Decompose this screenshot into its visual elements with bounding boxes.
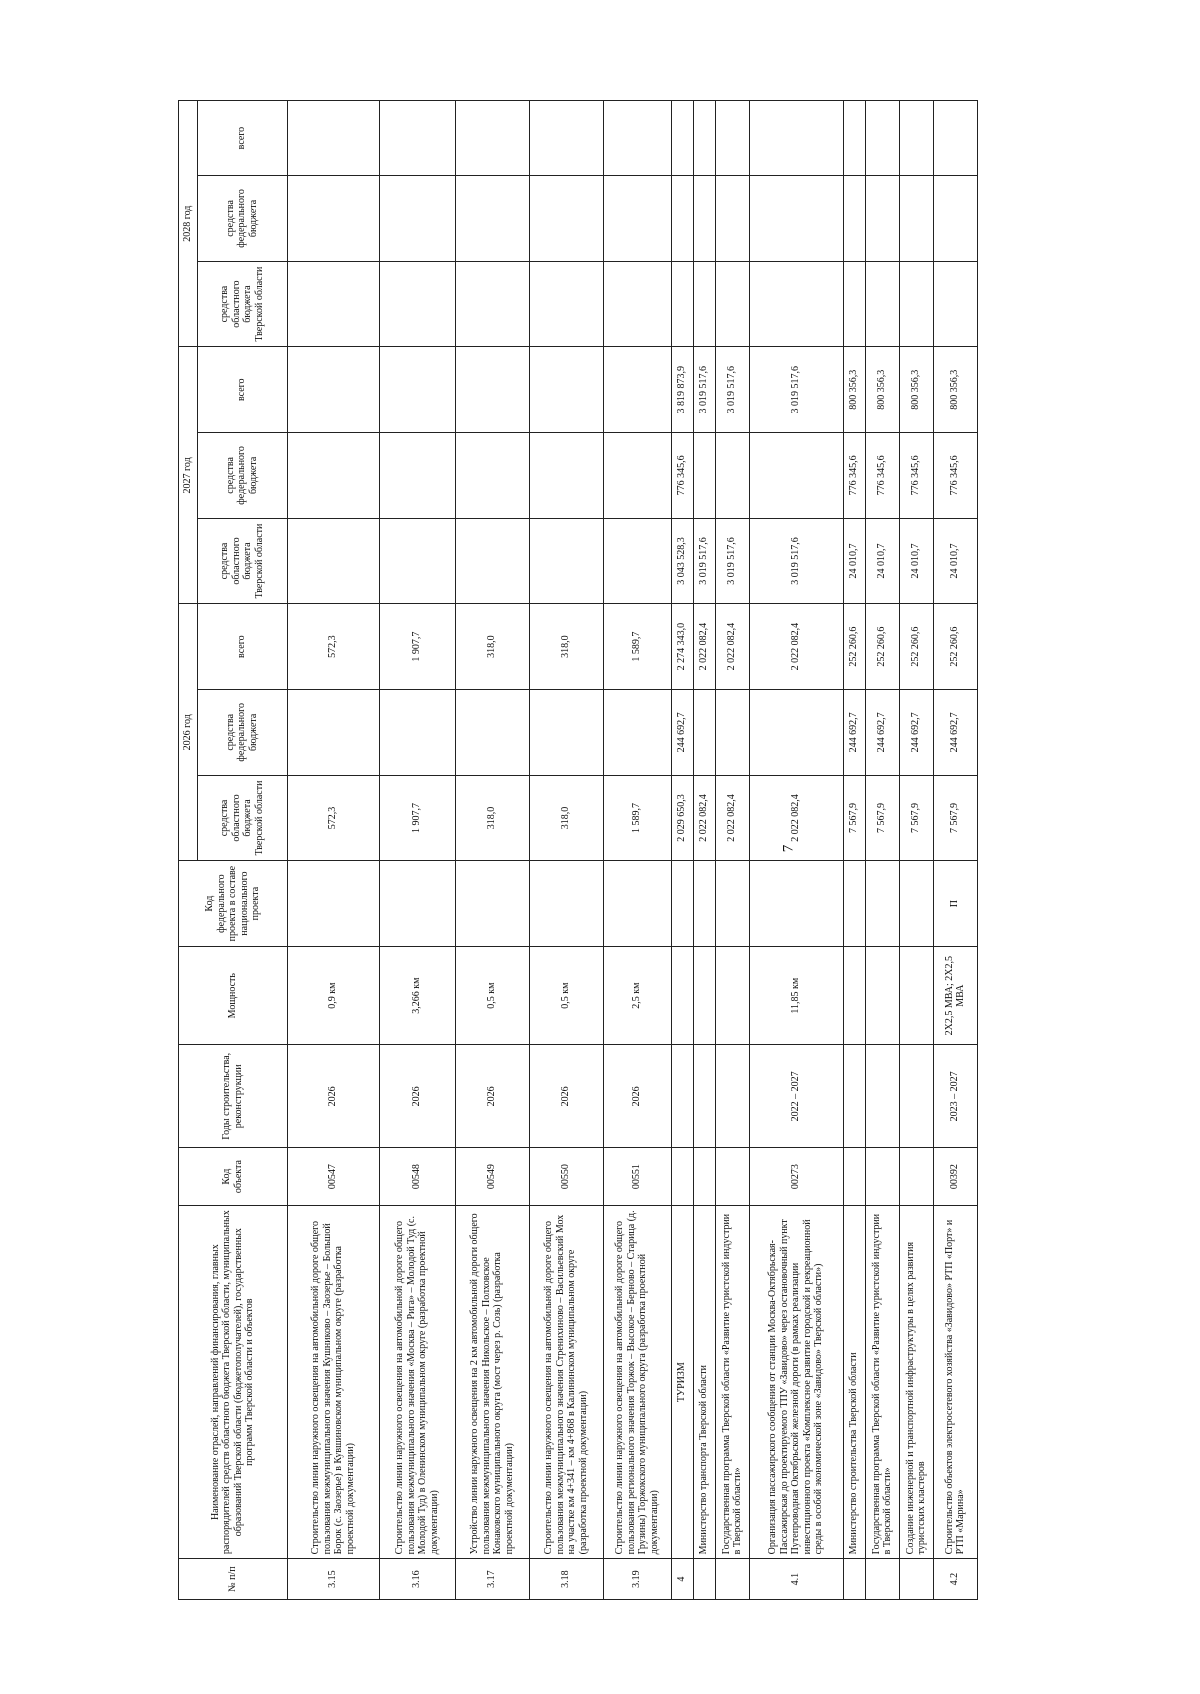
cell-r27 <box>455 518 529 604</box>
cell-code: 00551 <box>603 1148 671 1206</box>
cell-r28 <box>603 261 671 347</box>
cell-n: 3.18 <box>529 1559 603 1600</box>
cell-n: 4.2 <box>933 1559 977 1600</box>
cell-t27 <box>529 347 603 433</box>
cell-t27 <box>455 347 529 433</box>
cell-f28 <box>455 176 529 262</box>
table-row <box>455 101 529 1600</box>
rotated-table-wrapper <box>178 100 1188 1600</box>
cell-t28 <box>693 101 715 176</box>
header-number: № п/п <box>179 1559 288 1600</box>
cell-code: 00547 <box>287 1148 379 1206</box>
cell-name: Организация пассажирского сообщения от станции Москва-Октябрьская-Пассажирская до проектируемого ТПУ «Завидово» через остановочный пункт Путепроводная Октябрьской железной дороги (в рамках реализации инвестиционного проекта «Комплексное развитие городской и рекреационной среды в особой экономической зоне «Завидово» Тверской области») <box>749 1206 843 1559</box>
page-number: 7 <box>780 844 797 853</box>
cell-fed <box>899 861 933 947</box>
cell-f28 <box>749 176 843 262</box>
cell-power <box>865 946 899 1045</box>
cell-f26 <box>603 690 671 776</box>
cell-r27: 24 010,7 <box>933 518 977 604</box>
cell-n: 3.19 <box>603 1559 671 1600</box>
cell-f27 <box>749 433 843 519</box>
cell-name: Устройство линии наружного освещения на 2 км автомобильной дороги общего пользования межмуниципального значения Никольское – Полховское Конаковского муниципального округа (мост через р. Созь) (разработка проектной документации) <box>455 1206 529 1559</box>
cell-name: Строительство линии наружного освещения на автомобильной дороге общего пользования регионального значения Торжок – Высокое – Берново – Старица (д. Грузины) Торжокского муниципального округа (разработка проектной документации) <box>603 1206 671 1559</box>
cell-t27: 800 356,3 <box>899 347 933 433</box>
cell-fed <box>693 861 715 947</box>
cell-t28 <box>287 101 379 176</box>
table-row <box>529 101 603 1600</box>
cell-n <box>715 1559 749 1600</box>
cell-t26: 252 260,6 <box>843 604 865 690</box>
cell-r26: 572,3 <box>287 775 379 861</box>
cell-f27: 776 345,6 <box>843 433 865 519</box>
cell-f26 <box>749 690 843 776</box>
cell-r27 <box>379 518 455 604</box>
cell-power: 3,266 км <box>379 946 455 1045</box>
financing-table <box>178 100 978 1600</box>
cell-fed <box>865 861 899 947</box>
cell-code <box>843 1148 865 1206</box>
cell-f28 <box>899 176 933 262</box>
cell-t28 <box>899 101 933 176</box>
cell-r27: 3 019 517,6 <box>693 518 715 604</box>
cell-t27: 3 019 517,6 <box>749 347 843 433</box>
cell-t26: 2 274 343,0 <box>671 604 693 690</box>
cell-power: 0,5 км <box>455 946 529 1045</box>
cell-t28 <box>749 101 843 176</box>
cell-fed <box>455 861 529 947</box>
cell-power <box>693 946 715 1045</box>
cell-f26 <box>455 690 529 776</box>
cell-r26: 318,0 <box>529 775 603 861</box>
cell-r27: 3 043 528,3 <box>671 518 693 604</box>
cell-name: Строительство линии наружного освещения на автомобильной дороге общего пользования межмуниципального значения Кушниково – Заозерье – Большой Борок (с. Заозерье) в Кувшиновском муниципальном округе (разработка проектной документации) <box>287 1206 379 1559</box>
cell-r26: 1 589,7 <box>603 775 671 861</box>
cell-n <box>899 1559 933 1600</box>
cell-f26: 244 692,7 <box>865 690 899 776</box>
cell-f27: 776 345,6 <box>671 433 693 519</box>
cell-power: 2Х2,5 МВА; 2Х2,5 МВА <box>933 946 977 1045</box>
cell-t28 <box>865 101 899 176</box>
cell-f28 <box>843 176 865 262</box>
header-2026-federal: средства федерального бюджета <box>197 690 287 776</box>
cell-r26: 2 022 082,4 <box>749 775 843 861</box>
cell-r26: 7 567,9 <box>933 775 977 861</box>
cell-r27: 24 010,7 <box>865 518 899 604</box>
cell-fed <box>603 861 671 947</box>
header-2027: 2027 год <box>179 347 198 604</box>
cell-t27 <box>603 347 671 433</box>
cell-name: ТУРИЗМ <box>671 1206 693 1559</box>
cell-t27 <box>287 347 379 433</box>
cell-f28 <box>715 176 749 262</box>
cell-name: Создание инженерной и транспортной инфраструктуры в целях развития туристских кластеров <box>899 1206 933 1559</box>
cell-n: 3.16 <box>379 1559 455 1600</box>
cell-t27: 800 356,3 <box>865 347 899 433</box>
cell-years <box>693 1045 715 1148</box>
cell-f27 <box>603 433 671 519</box>
cell-fed: П <box>933 861 977 947</box>
cell-n <box>693 1559 715 1600</box>
cell-r28 <box>529 261 603 347</box>
cell-years <box>843 1045 865 1148</box>
cell-r28 <box>379 261 455 347</box>
cell-years: 2023 – 2027 <box>933 1045 977 1148</box>
cell-years: 2026 <box>287 1045 379 1148</box>
cell-f28 <box>671 176 693 262</box>
cell-years: 2026 <box>379 1045 455 1148</box>
cell-t27: 800 356,3 <box>843 347 865 433</box>
cell-f26 <box>287 690 379 776</box>
cell-name: Строительство линии наружного освещения на автомобильной дороге общего пользования межмуниципального значения Стренихиново – Васильевский Мох на участке км 4+341 – км 4+868 в Калининском муниципальном округе (разработка проектной документации) <box>529 1206 603 1559</box>
cell-r28 <box>899 261 933 347</box>
cell-code: 00392 <box>933 1148 977 1206</box>
cell-f26: 244 692,7 <box>899 690 933 776</box>
cell-t26: 252 260,6 <box>865 604 899 690</box>
header-power: Мощность <box>179 946 288 1045</box>
cell-f28 <box>529 176 603 262</box>
cell-fed <box>379 861 455 947</box>
table-row <box>379 101 455 1600</box>
cell-r26: 7 567,9 <box>899 775 933 861</box>
cell-code <box>899 1148 933 1206</box>
cell-r28 <box>749 261 843 347</box>
cell-fed <box>529 861 603 947</box>
cell-f28 <box>379 176 455 262</box>
cell-f26 <box>529 690 603 776</box>
cell-t26: 252 260,6 <box>899 604 933 690</box>
cell-fed <box>671 861 693 947</box>
cell-r28 <box>715 261 749 347</box>
cell-t27 <box>379 347 455 433</box>
cell-fed <box>749 861 843 947</box>
cell-name: Государственная программа Тверской области «Развитие туристской индустрии в Тверской области» <box>865 1206 899 1559</box>
table-row <box>693 101 715 1600</box>
cell-code: 00273 <box>749 1148 843 1206</box>
cell-years <box>715 1045 749 1148</box>
cell-f28 <box>693 176 715 262</box>
cell-t27: 3 019 517,6 <box>715 347 749 433</box>
cell-t26: 252 260,6 <box>933 604 977 690</box>
cell-t26: 2 022 082,4 <box>715 604 749 690</box>
cell-code <box>715 1148 749 1206</box>
cell-years <box>671 1045 693 1148</box>
cell-power <box>671 946 693 1045</box>
cell-t28 <box>455 101 529 176</box>
cell-r27 <box>603 518 671 604</box>
cell-n: 4 <box>671 1559 693 1600</box>
cell-n <box>843 1559 865 1600</box>
header-2028-region: средства областного бюджета Тверской области <box>197 261 287 347</box>
cell-f26: 244 692,7 <box>671 690 693 776</box>
header-federal-code: Код федерального проекта в составе национального проекта <box>179 861 288 947</box>
cell-fed <box>287 861 379 947</box>
cell-t28 <box>843 101 865 176</box>
cell-power: 2,5 км <box>603 946 671 1045</box>
cell-code <box>671 1148 693 1206</box>
cell-f27: 776 345,6 <box>899 433 933 519</box>
cell-power <box>843 946 865 1045</box>
cell-n: 4.1 <box>749 1559 843 1600</box>
cell-r27: 3 019 517,6 <box>749 518 843 604</box>
cell-r27: 3 019 517,6 <box>715 518 749 604</box>
cell-power <box>715 946 749 1045</box>
cell-f27 <box>455 433 529 519</box>
header-2027-region: средства областного бюджета Тверской области <box>197 518 287 604</box>
cell-name: Строительство объектов электросетевого хозяйства «Завидово» РТП «Порт» и РТП «Марина» <box>933 1206 977 1559</box>
table-row <box>899 101 933 1600</box>
cell-r26: 2 029 650,3 <box>671 775 693 861</box>
table-row <box>933 101 977 1600</box>
table-row <box>865 101 899 1600</box>
cell-f26 <box>379 690 455 776</box>
cell-years <box>865 1045 899 1148</box>
cell-f27 <box>529 433 603 519</box>
cell-r26: 318,0 <box>455 775 529 861</box>
cell-code: 00548 <box>379 1148 455 1206</box>
cell-r26: 7 567,9 <box>865 775 899 861</box>
cell-code <box>693 1148 715 1206</box>
cell-power: 0,9 км <box>287 946 379 1045</box>
cell-t27: 800 356,3 <box>933 347 977 433</box>
cell-t26: 318,0 <box>529 604 603 690</box>
cell-n: 3.15 <box>287 1559 379 1600</box>
cell-t28 <box>671 101 693 176</box>
cell-f26 <box>715 690 749 776</box>
cell-f27 <box>693 433 715 519</box>
header-2028-federal: средства федерального бюджета <box>197 176 287 262</box>
header-2026: 2026 год <box>179 604 198 861</box>
cell-f27 <box>715 433 749 519</box>
header-2028: 2028 год <box>179 101 198 347</box>
table-row <box>671 101 693 1600</box>
header-2027-total: всего <box>197 347 287 433</box>
table-row <box>603 101 671 1600</box>
cell-r28 <box>693 261 715 347</box>
cell-f26: 244 692,7 <box>843 690 865 776</box>
cell-f28 <box>603 176 671 262</box>
table-body <box>287 101 977 1600</box>
cell-t26: 2 022 082,4 <box>749 604 843 690</box>
table-row <box>715 101 749 1600</box>
cell-r26: 2 022 082,4 <box>715 775 749 861</box>
cell-r28 <box>933 261 977 347</box>
cell-r28 <box>865 261 899 347</box>
table-row <box>749 101 843 1600</box>
cell-f26: 244 692,7 <box>933 690 977 776</box>
cell-t28 <box>715 101 749 176</box>
cell-fed <box>715 861 749 947</box>
cell-f26 <box>693 690 715 776</box>
cell-name: Министерство строительства Тверской области <box>843 1206 865 1559</box>
cell-name: Министерство транспорта Тверской области <box>693 1206 715 1559</box>
cell-t26: 1 589,7 <box>603 604 671 690</box>
cell-years: 2026 <box>455 1045 529 1148</box>
cell-r28 <box>671 261 693 347</box>
cell-t26: 572,3 <box>287 604 379 690</box>
header-2026-total: всего <box>197 604 287 690</box>
cell-code <box>865 1148 899 1206</box>
cell-t27: 3 819 873,9 <box>671 347 693 433</box>
header-name: Наименование отраслей, направлений финансирования, главных распорядителей средств областного бюджета Тверской области, муниципальных образований Тверской области (бюджетополучателей), государственных программ Тверской области и объектов <box>179 1206 288 1559</box>
header-years: Годы строительства, реконструкции <box>179 1045 288 1148</box>
cell-t28 <box>379 101 455 176</box>
cell-r28 <box>287 261 379 347</box>
cell-t28 <box>529 101 603 176</box>
cell-code: 00550 <box>529 1148 603 1206</box>
cell-power <box>899 946 933 1045</box>
cell-t26: 2 022 082,4 <box>693 604 715 690</box>
cell-t27: 3 019 517,6 <box>693 347 715 433</box>
cell-f27: 776 345,6 <box>933 433 977 519</box>
cell-r26: 7 567,9 <box>843 775 865 861</box>
cell-power: 0,5 км <box>529 946 603 1045</box>
cell-power: 11,85 км <box>749 946 843 1045</box>
cell-r27 <box>287 518 379 604</box>
cell-t26: 1 907,7 <box>379 604 455 690</box>
cell-f28 <box>865 176 899 262</box>
cell-name: Государственная программа Тверской области «Развитие туристской индустрии в Тверской области» <box>715 1206 749 1559</box>
header-2026-region: средства областного бюджета Тверской области <box>197 775 287 861</box>
header-2027-federal: средства федерального бюджета <box>197 433 287 519</box>
cell-n: 3.17 <box>455 1559 529 1600</box>
cell-t28 <box>603 101 671 176</box>
cell-years: 2022 – 2027 <box>749 1045 843 1148</box>
header-2028-total: всего <box>197 101 287 176</box>
cell-r26: 2 022 082,4 <box>693 775 715 861</box>
cell-f28 <box>933 176 977 262</box>
cell-years: 2026 <box>603 1045 671 1148</box>
table-row <box>843 101 865 1600</box>
table-header <box>179 101 288 1600</box>
cell-r27: 24 010,7 <box>843 518 865 604</box>
cell-r26: 1 907,7 <box>379 775 455 861</box>
cell-f27 <box>287 433 379 519</box>
cell-f27 <box>379 433 455 519</box>
cell-f27: 776 345,6 <box>865 433 899 519</box>
cell-r28 <box>455 261 529 347</box>
header-object-code: Код объекта <box>179 1148 288 1206</box>
cell-name: Строительство линии наружного освещения на автомобильной дороге общего пользования межмуниципального значения «Москва – Рига» – Молодой Туд (с. Молодой Туд) в Оленинском муниципальном округе (разработка проектной документации) <box>379 1206 455 1559</box>
table-row <box>287 101 379 1600</box>
cell-r27 <box>529 518 603 604</box>
cell-r28 <box>843 261 865 347</box>
cell-code: 00549 <box>455 1148 529 1206</box>
cell-t26: 318,0 <box>455 604 529 690</box>
cell-years: 2026 <box>529 1045 603 1148</box>
cell-fed <box>843 861 865 947</box>
cell-r27: 24 010,7 <box>899 518 933 604</box>
cell-t28 <box>933 101 977 176</box>
cell-f28 <box>287 176 379 262</box>
cell-n <box>865 1559 899 1600</box>
cell-years <box>899 1045 933 1148</box>
